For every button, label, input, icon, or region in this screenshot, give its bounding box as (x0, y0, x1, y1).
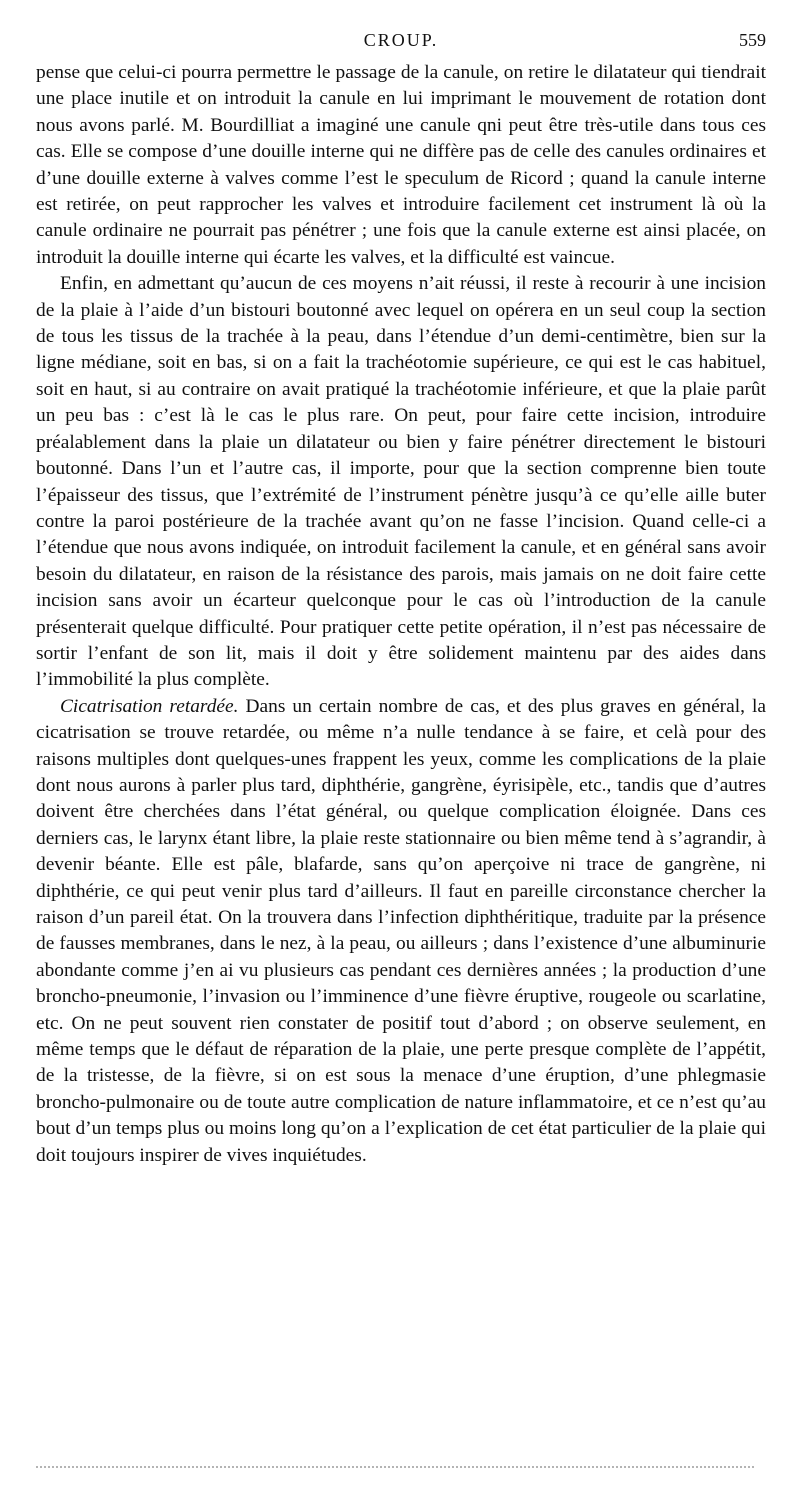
paragraph-continuation (36, 60, 766, 271)
paragraph-text: pense que celui-ci pourra permettre le passage de la canule, on retire le dilatateur qui tiendrait une place inutile et on introduit la canule en lui imprimant le mouvement de rotation dont nous avons parlé. M. Bourdilliat a imaginé une canule qni peut être très-utile dans tous ces cas. Elle se compose d’une douille interne qui ne diffère pas de celle des canules ordinaires et d’une douille externe à valves comme l’est le speculum de Ricord ; quand la canule interne est retirée, on peut rapprocher les valves et introduire facilement cet instrument là où la canule ordinaire ne pourrait pas pénétrer ; une fois que la canule externe est ainsi placée, on introduit la douille interne qui écarte les valves, et la difficulté est vaincue. (36, 62, 766, 268)
paragraph-incision (36, 271, 766, 694)
paragraph-text: Dans un certain nombre de cas, et des plus graves en général, la cicatrisation se trouve retardée, ou même n’a nulle tendance à se faire, et celà pour des raisons multiples dont quelques-unes frappent les yeux, comme les complications de la plaie dont nous aurons à parler plus tard, diphthérie, gangrène, éyrisipèle, etc., tandis que d’autres doivent être cherchées dans l’état général, ou quelque complication éloignée. Dans ces derniers cas, le larynx étant libre, la plaie reste stationnaire ou bien même tend à s’agrandir, à devenir béante. Elle est pâle, blafarde, sans qu’on aperçoive ni trace de gangrène, ni diphthérie, ce qui peut venir plus tard d’ailleurs. Il faut en pareille circonstance chercher la raison d’un pareil état. On la trouvera dans l’infection diphthéritique, traduite par la présence de fausses membranes, dans le nez, à la peau, ou ailleurs ; dans l’existence d’une albuminurie abondante comme j’en ai vu plusieurs cas pendant ces dernières années ; la production d’une broncho-pneumonie, l’invasion ou l’imminence d’une fièvre éruptive, rougeole ou scarlatine, etc. On ne peut souvent rien constater de positif tout d’abord ; on observe seulement, en même temps que le défaut de réparation de la plaie, une perte presque complète de l’appétit, de la tristesse, de la fièvre, si on est sous la menace d’une éruption, d’une phlegmasie broncho-pulmonaire ou de toute autre complication de nature inflammatoire, et ce n’est qu’au bout d’un temps plus ou moins long qu’on a l’explication de cet état particulier de la plaie qui doit toujours inspirer de vives inquiétudes. (36, 695, 766, 1166)
section-lead: Cicatrisation retardée. (60, 695, 239, 717)
page-number: 559 (739, 30, 766, 50)
document-page (36, 30, 766, 1169)
paragraph-cicatrisation (36, 694, 766, 1169)
running-header (36, 30, 766, 60)
paragraph-text: Enfin, en admettant qu’aucun de ces moyens n’ait réussi, il reste à recourir à une incision de la plaie à l’aide d’un bistouri boutonné avec lequel on opérera en un seul coup la section de tous les tissus de la trachée à la peau, dans l’étendue d’un demi-centimètre, bien sur la ligne médiane, soit en bas, si on a fait la trachéotomie supérieure, ce qui est le cas habituel, soit en haut, si au contraire on avait pratiqué la trachéotomie inférieure, et que la plaie parût un peu bas : c’est là le cas le plus rare. On peut, pour faire cette incision, introduire préalablement dans la plaie un dilatateur ou bien y faire pénétrer directement le bistouri boutonné. Dans l’un et l’autre cas, il importe, pour que la section comprenne bien toute l’épaisseur des tissus, que l’extrémité de l’instrument pénètre jusqu’à ce qu’elle aille buter contre la paroi postérieure de la trachée avant qu’on ne fasse l’incision. Quand celle-ci a l’étendue que nous avons indiquée, on introduit facilement la canule, et en général sans avoir besoin du dilatateur, en raison de la résistance des parois, mais jamais on ne doit faire cette incision sans avoir un écarteur quelconque pour le cas où l’introduction de la canule présenterait quelque difficulté. Pour pratiquer cette petite opération, il n’est pas nécessaire de sortir l’enfant de son lit, mais il doit y être solidement maintenu par des aides dans l’immobilité la plus complète. (36, 273, 766, 691)
body-text (36, 60, 766, 1169)
footer-rule (36, 1466, 754, 1476)
running-title: CROUP. (363, 30, 439, 50)
